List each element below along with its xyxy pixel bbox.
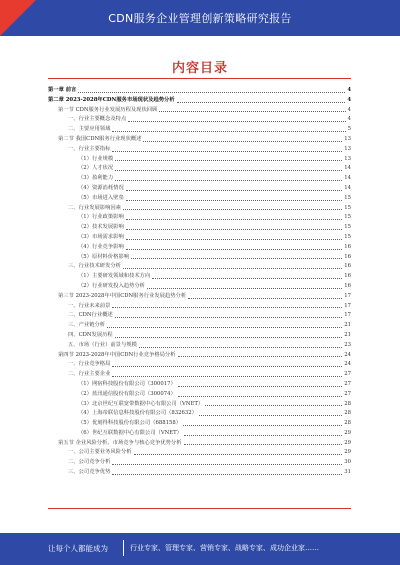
toc-entry-text: （5）市场进入壁垒 xyxy=(78,194,124,201)
toc-entry-text: 二、主要应用领域 xyxy=(68,126,111,133)
toc-entry-page: 27 xyxy=(344,390,351,397)
toc-entry-text: 第四节 2023-2028年中国CDN行业竞争格局分析 xyxy=(58,351,176,358)
toc-entry[interactable] xyxy=(48,184,351,194)
toc-entry-page: 15 xyxy=(344,194,351,201)
toc-entry[interactable] xyxy=(48,419,351,429)
toc-entry[interactable] xyxy=(48,145,351,155)
toc-entry-text: 二、公司竞争分析 xyxy=(68,459,111,466)
toc-leader-dots xyxy=(188,297,342,299)
toc-entry[interactable] xyxy=(48,282,351,292)
toc-entry-text: 第三节 2023-2028年中国CDN服务行业发展趋势分析 xyxy=(58,292,187,299)
toc-bottom-rule xyxy=(48,508,351,509)
toc-leader-dots xyxy=(115,179,342,181)
table-of-contents xyxy=(48,86,351,478)
toc-leader-dots xyxy=(112,375,342,377)
toc-entry[interactable] xyxy=(48,96,351,106)
toc-entry-page: 4 xyxy=(347,106,351,113)
toc-entry-page: 15 xyxy=(344,214,351,221)
toc-entry-page: 4 xyxy=(347,87,351,93)
toc-leader-dots xyxy=(152,277,342,279)
toc-entry-text: 一、行业主要概念及特点 xyxy=(68,116,127,123)
toc-leader-dots xyxy=(126,238,343,240)
toc-entry-text: 三、公司竞争优势 xyxy=(68,469,111,476)
toc-entry[interactable] xyxy=(48,292,351,302)
toc-leader-dots xyxy=(112,473,342,475)
toc-leader-dots xyxy=(112,306,342,308)
toc-entry-page: 15 xyxy=(344,233,351,240)
toc-entry[interactable] xyxy=(48,468,351,478)
toc-entry[interactable] xyxy=(48,380,351,390)
footer-roles: 行业专家、管理专家、营销专家、战略专家、成功企业家…… xyxy=(130,544,319,552)
toc-entry-page: 14 xyxy=(344,175,351,182)
toc-entry-page: 27 xyxy=(344,371,351,378)
toc-entry-text: 一、行业未来前景 xyxy=(68,302,111,309)
toc-entry[interactable] xyxy=(48,360,351,370)
toc-leader-dots xyxy=(178,385,343,387)
toc-entry-text: （3）市场需求影响 xyxy=(78,233,124,240)
toc-entry[interactable] xyxy=(48,400,351,410)
toc-entry-page: 29 xyxy=(344,429,351,436)
toc-leader-dots xyxy=(115,336,343,338)
toc-entry-text: （1）行业政策影响 xyxy=(78,214,124,221)
toc-entry[interactable] xyxy=(48,115,351,125)
toc-entry[interactable] xyxy=(48,341,351,351)
toc-entry-page: 17 xyxy=(344,302,351,309)
toc-entry-text: （5）原材料价格影响 xyxy=(78,253,130,260)
toc-entry-text: （5）优刻得科技股份有限公司（688158） xyxy=(78,420,182,427)
toc-entry[interactable] xyxy=(48,272,351,282)
toc-entry-text: 第一节 CDN服务行业发展历程及现状回顾 xyxy=(58,106,158,113)
header-bar xyxy=(0,0,400,36)
toc-leader-dots xyxy=(183,424,342,426)
toc-entry-page: 29 xyxy=(344,449,351,456)
toc-leader-dots xyxy=(143,140,342,142)
toc-entry[interactable] xyxy=(48,429,351,439)
toc-entry[interactable] xyxy=(48,125,351,135)
toc-entry[interactable] xyxy=(48,253,351,263)
toc-leader-dots xyxy=(126,248,343,250)
toc-entry-text: 二、行业发展影响因素 xyxy=(68,204,121,211)
toc-leader-dots xyxy=(205,404,342,406)
toc-entry-page: 4 xyxy=(347,96,351,103)
toc-entry-text: （1）网宿科技股份有限公司（300017） xyxy=(78,380,176,387)
toc-entry-page: 24 xyxy=(344,351,351,358)
toc-entry-text: 一、行业主要指标 xyxy=(68,145,111,152)
toc-leader-dots xyxy=(123,208,342,210)
toc-entry-page: 16 xyxy=(344,273,351,280)
toc-leader-dots xyxy=(184,443,343,445)
toc-leader-dots xyxy=(199,414,342,416)
toc-leader-dots xyxy=(178,355,343,357)
toc-entry-text: （1）主要研发领域和技术方向 xyxy=(78,273,151,280)
toc-leader-dots xyxy=(112,365,342,367)
toc-entry[interactable] xyxy=(48,439,351,449)
toc-leader-dots xyxy=(147,287,342,289)
footer-divider xyxy=(123,540,124,556)
toc-entry[interactable] xyxy=(48,370,351,380)
toc-leader-dots xyxy=(177,101,346,103)
toc-entry-text: 三、行业技术研发分析 xyxy=(68,263,121,270)
toc-entry-text: 第一章 前言 xyxy=(48,87,77,93)
report-title: CDN服务企业管理创新策略研究报告 xyxy=(108,12,292,25)
toc-entry[interactable] xyxy=(48,223,351,233)
toc-entry-page: 17 xyxy=(344,312,351,319)
toc-entry-page: 16 xyxy=(344,243,351,250)
toc-entry[interactable] xyxy=(48,331,351,341)
toc-entry-text: （4）资源消耗情况 xyxy=(78,184,124,191)
toc-entry[interactable] xyxy=(48,155,351,165)
toc-leader-dots xyxy=(159,110,345,112)
toc-leader-dots xyxy=(107,326,342,328)
toc-entry-text: 第五节 企业风险分析、市场竞争与核心竞争优势分析 xyxy=(58,439,182,446)
toc-entry[interactable] xyxy=(48,243,351,253)
toc-leader-dots xyxy=(128,120,345,122)
toc-entry-text: （2）蓝汛通信股份有限公司（300074） xyxy=(78,390,176,397)
toc-leader-dots xyxy=(126,228,343,230)
toc-entry-page: 21 xyxy=(344,331,351,338)
toc-entry-page: 17 xyxy=(344,292,351,299)
toc-entry[interactable] xyxy=(48,390,351,400)
toc-entry-text: （6）世纪互联数据中心有限公司（VNET） xyxy=(78,429,182,436)
toc-entry-page: 30 xyxy=(344,459,351,466)
toc-entry[interactable] xyxy=(48,106,351,116)
toc-entry-page: 14 xyxy=(344,165,351,172)
toc-entry[interactable] xyxy=(48,321,351,331)
toc-entry[interactable] xyxy=(48,135,351,145)
toc-entry-page: 31 xyxy=(344,469,351,476)
toc-entry[interactable] xyxy=(48,174,351,184)
toc-entry-page: 27 xyxy=(344,380,351,387)
toc-entry-page: 28 xyxy=(344,410,351,417)
toc-entry-page: 15 xyxy=(344,224,351,231)
toc-entry[interactable] xyxy=(48,351,351,361)
toc-entry-text: 二、行业主要企业 xyxy=(68,371,111,378)
toc-leader-dots xyxy=(112,130,345,132)
toc-entry-page: 16 xyxy=(344,282,351,289)
toc-entry-page: 28 xyxy=(344,420,351,427)
toc-entry-page: 16 xyxy=(344,263,351,270)
toc-entry[interactable] xyxy=(48,262,351,272)
toc-leader-dots xyxy=(123,267,342,269)
toc-title: 内容目录 xyxy=(171,61,228,76)
toc-leader-dots xyxy=(112,463,342,465)
toc-leader-dots xyxy=(126,199,343,201)
toc-entry-text: （3）北京世纪互联宽带数据中心有限公司（VNET） xyxy=(78,400,204,407)
toc-entry[interactable] xyxy=(48,458,351,468)
toc-leader-dots xyxy=(112,150,342,152)
toc-entry-page: 15 xyxy=(344,204,351,211)
toc-title-rule xyxy=(48,78,351,79)
toc-entry-page: 13 xyxy=(344,145,351,152)
toc-entry-text: （1）行业规模 xyxy=(78,155,114,162)
toc-entry[interactable] xyxy=(48,302,351,312)
toc-entry[interactable] xyxy=(48,213,351,223)
toc-entry[interactable] xyxy=(48,194,351,204)
toc-entry-page: 28 xyxy=(344,400,351,407)
toc-entry-text: （3）盈利能力 xyxy=(78,175,114,182)
toc-leader-dots xyxy=(115,316,343,318)
toc-entry[interactable] xyxy=(48,204,351,214)
toc-entry[interactable] xyxy=(48,409,351,419)
toc-entry-text: 一、公司主要业务风险分析 xyxy=(68,449,132,456)
toc-leader-dots xyxy=(115,169,342,171)
toc-entry[interactable] xyxy=(48,164,351,174)
toc-entry-text: 第二章 2023-2028年CDN服务市场现状及趋势分析 xyxy=(48,96,175,103)
toc-leader-dots xyxy=(134,453,343,455)
toc-entry-text: （4）行业竞争影响 xyxy=(78,243,124,250)
toc-entry-page: 5 xyxy=(347,126,351,133)
toc-entry-text: 第二节 我国CDN服务行业现状概述 xyxy=(58,135,142,142)
toc-entry-text: （2）技术发展影响 xyxy=(78,224,124,231)
toc-leader-dots xyxy=(184,434,342,436)
toc-entry-page: 29 xyxy=(344,439,351,446)
toc-entry-text: （2）行业研发投入趋势分析 xyxy=(78,282,145,289)
footer-bar xyxy=(0,533,400,565)
toc-entry-text: 二、CDN行业概述 xyxy=(68,312,113,319)
toc-entry-text: 五、市场（行业）前景与规模 xyxy=(68,341,137,348)
toc-entry[interactable] xyxy=(48,311,351,321)
toc-entry-page: 4 xyxy=(347,116,351,123)
toc-leader-dots xyxy=(126,189,343,191)
toc-entry-page: 23 xyxy=(344,341,351,348)
toc-entry-page: 16 xyxy=(344,253,351,260)
toc-entry-text: 四、CDN发展历程 xyxy=(68,331,113,338)
toc-leader-dots xyxy=(115,159,342,161)
toc-entry-page: 13 xyxy=(344,155,351,162)
toc-leader-dots xyxy=(131,257,342,259)
footer-slogan: 让每个人都能成为 xyxy=(48,544,108,553)
toc-leader-dots xyxy=(78,91,345,93)
toc-leader-dots xyxy=(126,218,343,220)
toc-leader-dots xyxy=(178,395,343,397)
toc-entry-page: 24 xyxy=(344,361,351,368)
toc-entry-page: 21 xyxy=(344,322,351,329)
toc-entry-text: （4）上海帝联信息科技股份有限公司（832632） xyxy=(78,410,197,417)
toc-entry[interactable] xyxy=(48,448,351,458)
toc-entry-page: 14 xyxy=(344,184,351,191)
toc-leader-dots xyxy=(139,346,342,348)
toc-entry-text: （2）人才状况 xyxy=(78,165,114,172)
toc-entry-text: 三、产业链分析 xyxy=(68,322,106,329)
toc-entry-text: 一、行业竞争格局 xyxy=(68,361,111,368)
toc-entry-page: 13 xyxy=(344,135,351,142)
toc-entry[interactable] xyxy=(48,86,351,96)
toc-entry[interactable] xyxy=(48,233,351,243)
